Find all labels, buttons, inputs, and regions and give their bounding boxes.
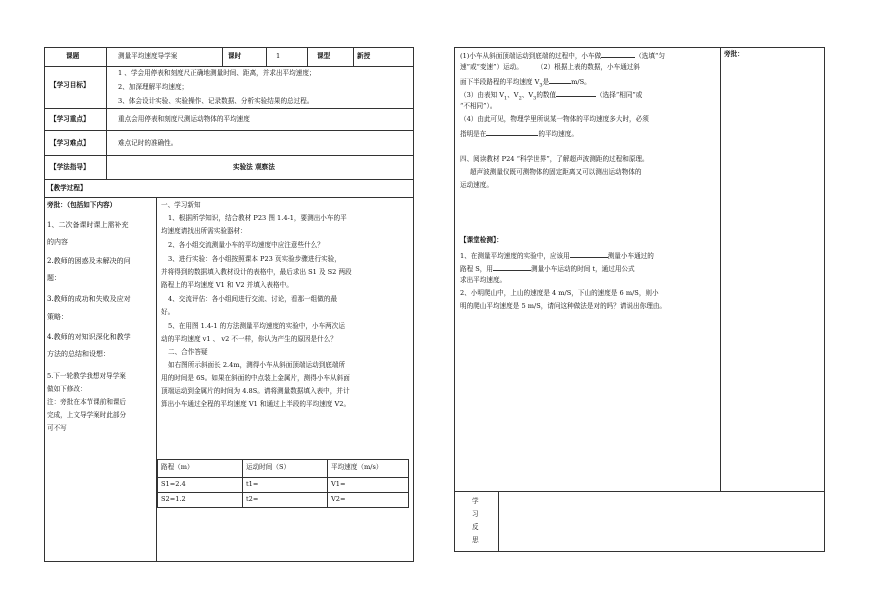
sidenote-line: 的内容 [47, 238, 68, 246]
right-line: (1)小车从斜面顶端运动到底端的过程中，小车做 （选填“匀 [460, 52, 665, 60]
main-paragraph-line: 用的时间是 6S。如果在斜面的中点装上金属片，测得小车从斜面 [161, 374, 350, 382]
right-line: 超声波测量仪既可测物体的固定距离又可以测出运动物体的 [470, 168, 642, 176]
right-line: 2、小明爬山中，上山的速度是 4 m/S，下山的速度是 6 m/S，则小 [460, 289, 659, 297]
difficulties-value: 难点记时的准确性。 [118, 139, 178, 147]
main-paragraph-line: 路程上的平均速度 V1 和 V2 并填入表格中。 [161, 281, 293, 289]
table-cell: V2= [331, 495, 346, 503]
sidenote-line: 完成，上文导学案时此部分 [47, 411, 127, 419]
table-cell: V1= [331, 480, 346, 488]
type-value: 新授 [357, 52, 371, 60]
reflect-char: 反 [472, 523, 479, 531]
table-col-divider [242, 459, 243, 508]
sidenote-line: 2.教师的困惑及未解决的问 [47, 257, 131, 265]
sidenote-line: 做如下修改： [47, 385, 87, 393]
sidenote-line: 方法的总结和设想： [47, 350, 110, 358]
sidenote-line: 题： [47, 274, 61, 282]
col-divider [307, 47, 308, 66]
course-value: 测量平均速度导学案 [118, 52, 178, 60]
main-paragraph-line: 如右图所示斜面长 2.4m，测得小车从斜面顶端运动到底端所 [168, 361, 346, 369]
right-line: 明的爬山平均速度是 5 m/S，请问这种做法是对的吗？请说出你理由。 [460, 302, 667, 310]
goals-line-2: 2、加深理解平均速度； [118, 83, 189, 91]
goals-line-3: 3、体会设计实验、实验操作、记录数据、分析实验结果的总过程。 [118, 97, 314, 105]
key-points-label: 【学习重点】 [50, 115, 90, 123]
right-line: “不相同”）。 [460, 102, 497, 110]
period-value: 1 [276, 52, 281, 60]
section-title: 四、阅读教材 P24 “科学世界”，了解超声波测距的过程和原理。 [460, 155, 649, 163]
row-divider [44, 179, 414, 180]
row-divider [454, 491, 825, 492]
process-label: 【教学过程】 [47, 184, 87, 192]
sidenote-line: 5.下一轮教学我想对导学案 [47, 372, 126, 380]
col-divider [222, 47, 223, 66]
col-divider [498, 491, 499, 552]
sidenote-line: 策略： [47, 313, 68, 321]
section-title: 一、学习新知 [161, 201, 201, 209]
reflect-char: 学 [472, 497, 479, 505]
table-cell: t2= [246, 495, 259, 503]
main-paragraph-line: 算出小车通过全程的平均速度 V1 和通过上半段的平均速度 V2。 [161, 400, 351, 408]
key-points-value: 重点会用停表和刻度尺测运动物体的平均速度 [118, 115, 250, 123]
table-header-speed: 平均速度（m/s） [331, 463, 383, 471]
right-line: 面下半段路程的平均速度 $V_3$是 m/S。 [460, 78, 591, 89]
table-cell: S2=1.2 [161, 495, 186, 503]
period-label: 课时 [228, 52, 242, 60]
methods-value: 实验法 观察法 [233, 163, 275, 171]
reflect-char: 思 [472, 536, 479, 544]
goals-line-1: 1 、学会用停表和刻度尺正确地测量时间、距离，并求出平均速度； [118, 69, 316, 77]
section-title: 二、合作答疑 [168, 348, 208, 356]
right-line: 速”或“变速”）运动。 （2）根据上表的数据，小车通过斜 [460, 63, 640, 71]
right-line: 路程 S，用 测量小车运动的时间 t，通过用公式 [460, 265, 635, 273]
table-header-distance: 路程（m） [161, 463, 194, 471]
sidenote-line: 1、二次备课时课上需补充 [47, 221, 129, 229]
table-header-time: 运动时间（S） [246, 463, 291, 471]
sidenote-line: 注：旁批在本节课前和课后 [47, 398, 127, 406]
methods-label: 【学法指导】 [50, 163, 90, 171]
right-line: （3）由表知 $V_1$、$V_2$、$V_3$的数值 （选择“相同”或 [460, 91, 643, 102]
difficulties-label: 【学习难点】 [50, 139, 90, 147]
main-paragraph-line: 好。 [161, 308, 175, 316]
col-divider [106, 47, 107, 179]
side-label: 旁批： [724, 50, 744, 58]
main-paragraph-line: 并将得到的数据填入教材设计的表格中，最后求出 S1 及 S2 两段 [161, 268, 352, 276]
sidenote-line: 3.教师的成功和失败及应对 [47, 295, 131, 303]
type-label: 课型 [317, 52, 331, 60]
row-divider [44, 155, 414, 156]
col-divider [266, 47, 267, 66]
main-paragraph-line: 动的平均速度 v1 、 v2 不一样，你认为产生的原因是什么？ [161, 335, 337, 343]
table-col-divider [327, 459, 328, 508]
row-divider [44, 108, 414, 109]
main-paragraph-line: 2、各小组交流测量小车的平均速度中应注意些什么？ [168, 241, 324, 249]
right-line: 求出平均速度。 [460, 276, 507, 284]
row-divider [44, 197, 414, 198]
sidenote-title: 旁批：（包括如下内容） [47, 201, 117, 209]
table-row-divider [157, 492, 409, 493]
table-row-divider [157, 477, 409, 478]
table-cell: S1=2.4 [161, 480, 186, 488]
col-divider [720, 47, 721, 491]
sidenote-line: 可不写 [47, 424, 67, 432]
main-paragraph-line: 1、根据所学知识，结合教材 P23 图 1.4-1，要测出小车的平 [168, 214, 347, 222]
right-line: 运动速度。 [460, 181, 493, 189]
table-cell: t1= [246, 480, 259, 488]
reflect-char: 习 [472, 510, 479, 518]
check-title: 【课堂检测】： [460, 236, 503, 244]
right-line: 1、在测量平均速度的实验中，应该用 测量小车通过的 [460, 252, 654, 260]
main-paragraph-line: 顶端运动到金属片的时间为 4.8S。请将测量数据填入表中，并计 [161, 387, 350, 395]
right-line: （4）由此可见，物理学里所说某一物体的平均速度多大时，必须 [460, 115, 649, 123]
goals-label: 【学习目标】 [50, 81, 90, 89]
main-paragraph-line: 5、在用图 1.4-1 的方法测量平均速度的实验中，小车两次运 [168, 322, 345, 330]
row-divider [44, 66, 414, 67]
col-divider [353, 47, 354, 66]
row-divider [44, 130, 414, 131]
main-paragraph-line: 3、进行实验：各小组按照课本 P23 页实验步骤进行实验， [168, 255, 341, 263]
main-paragraph-line: 均速度请找出所需实验器材： [161, 227, 247, 235]
course-label: 课题 [66, 52, 80, 60]
sidenote-line: 4.教师的对知识深化和教学 [47, 333, 131, 341]
main-paragraph-line: 4、交流评估：各小组间进行交流、讨论，看那一组做的最 [168, 295, 338, 303]
right-line: 指明是在 的平均速度。 [460, 130, 578, 138]
